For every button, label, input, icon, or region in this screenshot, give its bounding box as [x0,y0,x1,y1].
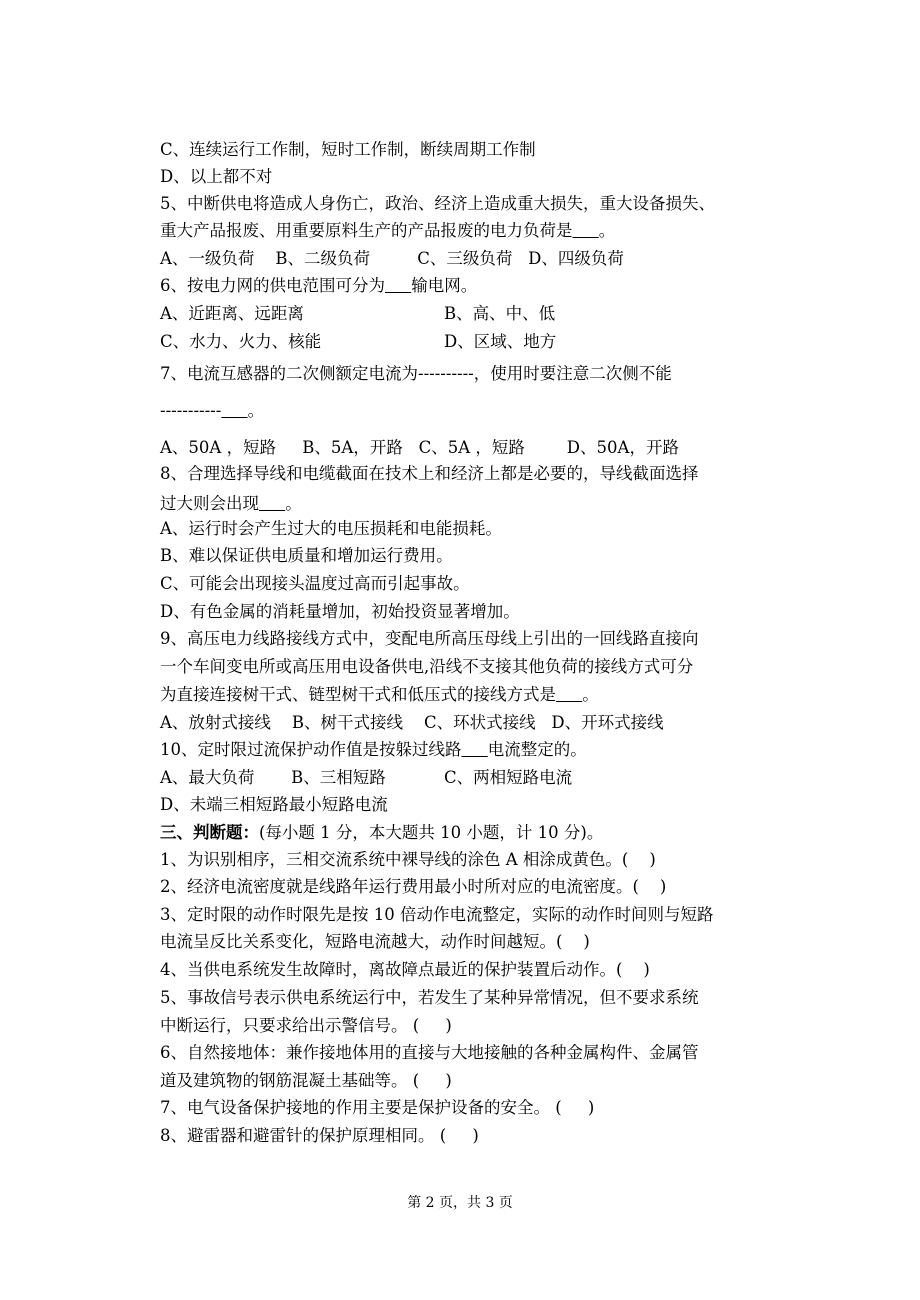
text-line [160,1098,594,1118]
text-segment: 7、电流互感器的二次侧额定电流为----------，使用时要注意二次侧不能 [160,364,672,383]
text-line [160,194,715,214]
text-line [160,795,388,815]
text-line [160,546,453,566]
text-line [160,602,520,622]
text-segment: C、水力、火力、核能 [160,332,322,351]
text-line [160,574,470,594]
text-segment: 。 [285,494,302,513]
answer-blank [259,494,285,513]
text-line [160,740,587,760]
text-segment: D、以上都不对 [160,167,273,186]
text-line [160,685,599,705]
text-segment: ----------- [160,401,222,420]
text-segment: (每小题 1 分，本大题共 10 小题，计 10 分)。 [259,823,604,842]
text-line [160,850,656,870]
text-segment: 5、中断供电将造成人身伤亡，政治、经济上造成重大损失，重大设备损失、 [160,194,715,213]
text-segment: 1、为识别相序，三相交流系统中裸导线的涂色 A 相涂成黄色。( ) [160,850,656,869]
option-right-column: B、高、中、低 [444,304,556,323]
text-segment: 为直接连接树干式、链型树干式和低压式的接线方式是 [160,685,556,704]
text-line [160,988,699,1008]
text-line [160,364,672,384]
answer-blank [573,221,599,240]
text-segment: A、放射式接线 B、树干式接线 C、环状式接线 D、开环式接线 [160,713,664,732]
text-segment: 过大则会出现 [160,494,259,513]
answer-blank [462,740,488,759]
text-segment: 5、事故信号表示供电系统运行中，若发生了某种异常情况，但不要求系统 [160,988,699,1007]
text-line [160,1043,699,1063]
text-segment: 重大产品报废、用重要原料生产的产品报废的电力负荷是 [160,221,573,240]
text-line [160,768,386,788]
text-line [160,140,536,160]
text-segment: 中断运行，只要求给出示警信号。 ( ) [160,1016,452,1035]
text-segment: C、连续运行工作制，短时工作制，断续周期工作制 [160,140,536,159]
text-line [160,905,713,925]
text-line [160,401,264,421]
text-segment: 7、电气设备保护接地的作用主要是保护设备的安全。 ( ) [160,1098,595,1117]
text-segment: D、未端三相短路最小短路电流 [160,795,388,814]
text-segment: 输电网。 [411,276,478,295]
text-segment: 一个车间变电所或高压用电设备供电,沿线不支接其他负荷的接线方式可分 [160,657,694,676]
text-line [160,1071,452,1091]
text-line [160,519,502,539]
text-line [160,1016,452,1036]
text-segment: 3、定时限的动作时限先是按 10 倍动作电流整定，实际的动作时间则与短路 [160,905,714,924]
text-segment: 10、定时限过流保护动作值是按躲过线路 [160,740,462,759]
text-segment: B、难以保证供电质量和增加运行费用。 [160,546,453,565]
text-segment: 2、经济电流密度就是线路年运行费用最小时所对应的电流密度。( ) [160,877,667,896]
text-segment: A、运行时会产生过大的电压损耗和电能损耗。 [160,519,502,538]
text-segment: A、50A ，短路 B、5A，开路 C、5A ，短路 D、50A，开路 [160,438,679,457]
text-line [160,221,615,241]
text-line [160,877,666,897]
text-segment: 道及建筑物的钢筋混凝土基础等。 ( ) [160,1071,452,1090]
text-segment: 。 [598,221,616,240]
text-segment: A、近距离、远距离 [160,304,304,323]
text-line [160,823,603,843]
text-line [160,276,477,296]
text-segment: C、可能会出现接头温度过高而引起事故。 [160,574,470,593]
text-line [160,960,650,980]
text-segment: 。 [582,685,599,704]
answer-blank [221,401,247,420]
answer-blank [385,276,411,295]
text-line [160,332,321,352]
answer-blank [556,685,582,704]
text-line [160,657,693,677]
text-segment: 。 [247,401,265,420]
option-right-column: D、区域、地方 [444,332,557,351]
text-line [160,438,679,458]
text-segment: 8、避雷器和避雷针的保护原理相同。 ( ) [160,1126,479,1145]
text-line [160,1126,479,1146]
text-segment: D、有色金属的消耗量增加，初始投资显著增加。 [160,602,520,621]
text-segment: 电流呈反比关系变化，短路电流越大，动作时间越短。( ) [160,932,590,951]
text-line [160,249,624,269]
text-line [160,932,590,952]
text-segment: 电流整定的。 [487,740,587,759]
text-line [160,464,699,484]
text-line [160,167,272,187]
page-footer: 第 2 页，共 3 页 [407,1195,513,1211]
text-segment: 6、自然接地体：兼作接地体用的直接与大地接触的各种金属构件、金属管 [160,1043,699,1062]
text-segment: 6、按电力网的供电范围可分为 [160,276,385,295]
text-line [160,713,664,733]
text-segment: A、一级负荷 B、二级负荷 C、三级负荷 D、四级负荷 [160,249,624,268]
text-segment: 9、高压电力线路接线方式中，变配电所高压母线上引出的一回线路直接向 [160,629,699,648]
text-segment: 4、当供电系统发生故障时，离故障点最近的保护装置后动作。( ) [160,960,650,979]
text-line [160,304,304,324]
section-heading: 三、判断题： [160,823,259,842]
text-line [160,629,699,649]
text-segment: A、最大负荷 B、三相短路 [160,768,386,787]
option-right-column: C、两相短路电流 [444,768,573,787]
text-segment: 8、合理选择导线和电缆截面在技术上和经济上都是必要的，导线截面选择 [160,464,699,483]
text-line [160,494,302,514]
